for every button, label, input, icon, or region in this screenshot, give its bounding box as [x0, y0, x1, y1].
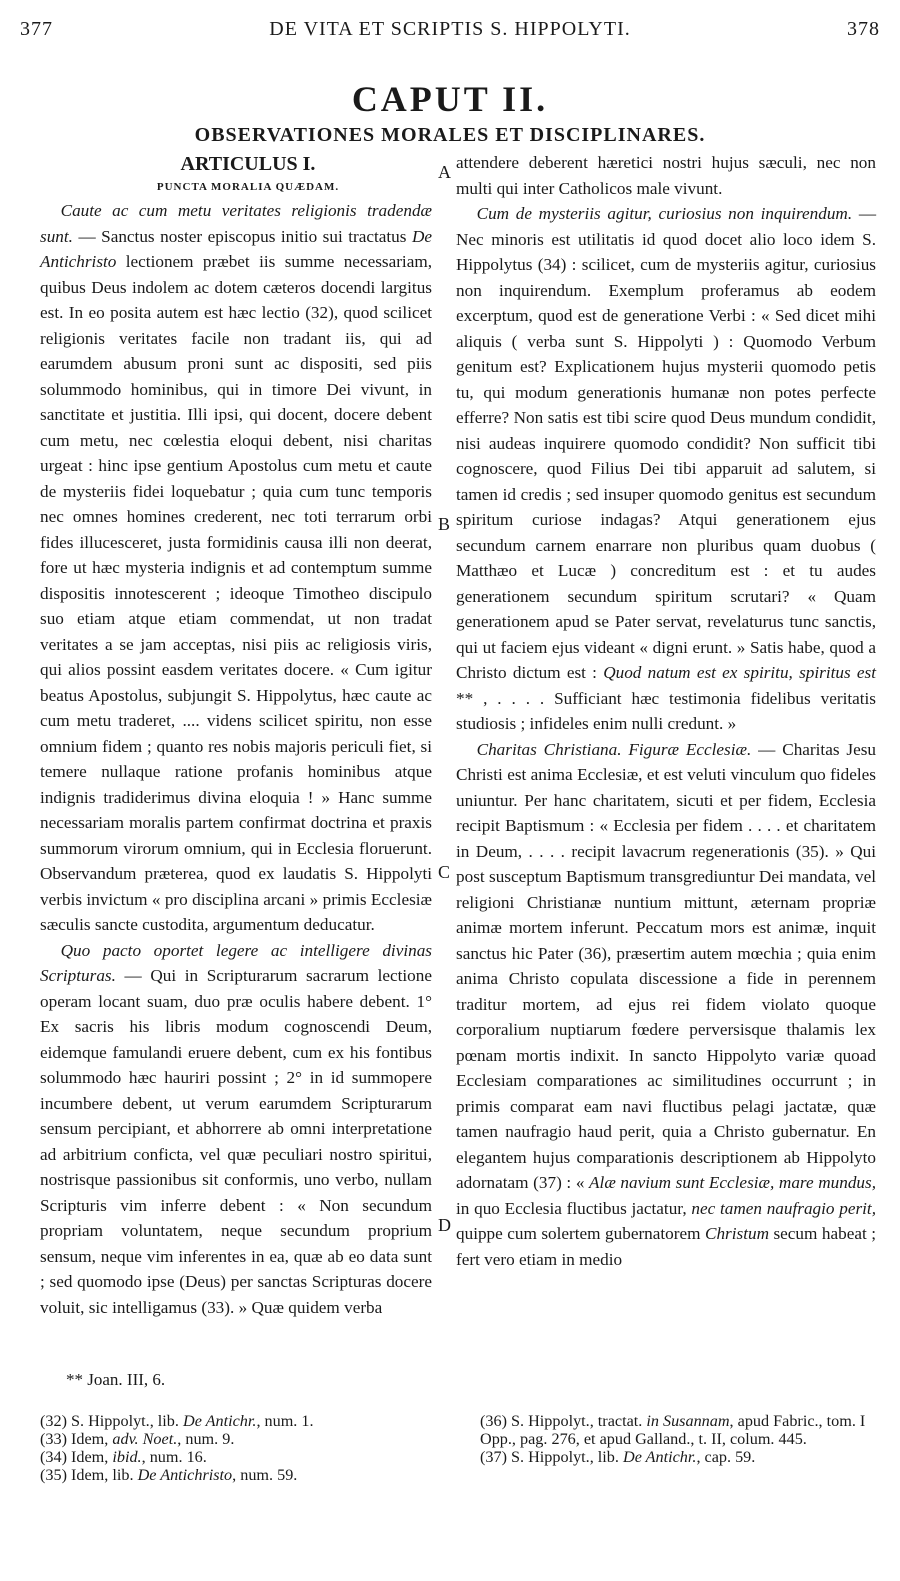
- footnote-text: , num. 59.: [232, 1466, 298, 1484]
- paragraph-heading: Caute ac cum metu veritates religionis tradendæ sunt.: [40, 201, 432, 246]
- footnote-text: (32) S. Hippolyt., lib.: [40, 1412, 183, 1430]
- quote-italic: Alæ navium sunt Ecclesiæ, mare mundus,: [589, 1173, 876, 1192]
- margin-letter-b: B: [438, 514, 451, 534]
- chapter-subtitle: OBSERVATIONES MORALES ET DISCIPLINARES.: [194, 124, 706, 146]
- paragraph-heading: Quo pacto oportet legere ac intelligere divinas Scripturas.: [40, 940, 432, 985]
- footnote-text: , cap. 59.: [696, 1448, 756, 1466]
- page-number-left: 377: [20, 18, 53, 40]
- paragraph-text: in quo Ecclesia fluctibus jactatur,: [456, 1198, 692, 1218]
- chapter-title: CAPUT II.: [351, 79, 549, 119]
- paragraph-text: — Charitas Jesu Christi est anima Ecclesiæ, et est veluti vinculum quo fideles uniuntur. Per hanc charitatem, sicuti et per fidem, Ecclesia recipit Baptismum : « Ecclesia per fidem . . . . et charitatem in Deum, . . . . recipit lavacrum regenerationis (35). » Qui post susceptum Baptismum transgrediuntur Dei mandata, vel religioni Christianæ nuntium mittunt, æternam propriæ animæ mortem inferunt. Peccatum mors est animæ, inquit sanctus hic Pater (36), præsertim autem mœchia ; quia enim anima Christo copulata discessione a fide in perennem traditur mortem, ad ejus rei fidem violato quoque corporalium nuptiarum fœdere perversisque thalamis lex pœnam mortis indixit. In sancto Hippolyto variæ quoad Ecclesiam comparationes ac similitudines occurrunt ; in primis comparat eam navi fluctibus pelagi jactatæ, quæ tamen naufragio haud perit, quia a Christo gubernatur. En elegantem hujus comparationis descriptionem ab Hippolyto adornatam (37) : «: [456, 739, 876, 1192]
- footnote-text: , num. 9.: [177, 1430, 235, 1448]
- footnote-work-title: De Antichr.: [183, 1412, 257, 1430]
- footnote: [480, 1448, 875, 1466]
- paragraph-text: lectionem præbet iis summe necessariam, quibus Deus indolem ac dotem cæteros docendi largitus est. In eo posita autem est hæc lectio (32), quod scilicet religionis veritates facile non tradant iis, qui ad earumdem abusum proni sunt ac dispositi, sed piis solummodo hominibus, qui in timore Dei vivunt, in sanctitate et justitia. Illi ipsi, qui docent, docere debent cum metu, nec cœlestia eloqui debent, nisi charitas urgeat : hinc ipse gentium Apostolus cum metu et caute de mysteriis fidei loquebatur ; quia cum tunc temporis nec omnes homines crederent, nec toti terrarum orbi fides illucesceret, justa formidinis causa illi non deerat, fore ut hæc mysteria indignis et ad contemptum summe dispositis innotescerent ; ideoque Timotheo discipulo suo etiam atque etiam commendat, ut non tradat veritates a se jam acceptas, nisi piis ac religiosis viris, qui alios possint easdem veritates docere. « Cum igitur beatus Apostolus, subjungit S. Hippolytus, hæc caute ac cum metu traderet, .... videns scilicet spiritu, non esse omnium fidem ; quanto res nobis majoris periculi fiet, si temere nullaque ratione profanis hominibus atque indignis tradiderimus divina eloquia ! » Hanc summe necessariam moralis partem confirmat doctrina et praxis summorum virorum omnium, qui in Ecclesia floruerunt. Observandum præterea, quod ex laudatis S. Hippolyti verbis invictum « pro disciplina arcani » primis Ecclesiæ sæculis sancte custodita, argumentum deducatur.: [40, 252, 432, 934]
- footnote-work-title: De Antichr.: [623, 1448, 697, 1466]
- footnote-text: (37) S. Hippolyt., lib.: [480, 1448, 623, 1466]
- footnote-text: (33) Idem,: [40, 1430, 113, 1448]
- paragraph-text: — Sanctus noster episcopus initio sui tractatus: [72, 226, 412, 246]
- margin-letter-a: A: [438, 162, 451, 182]
- footnote-work-title: adv. Noet.: [112, 1430, 178, 1448]
- work-title: De Antichristo: [40, 226, 432, 271]
- paragraph-heading: Charitas Christiana. Figuræ Ecclesiæ.: [476, 739, 752, 759]
- footnote-text: (34) Idem,: [40, 1448, 113, 1466]
- footnotes-left: [40, 1412, 432, 1484]
- bible-footnote: ** Joan. III, 6.: [66, 1370, 166, 1389]
- footnote-work-title: in Susannam: [646, 1412, 730, 1430]
- footnote: [480, 1412, 875, 1448]
- article-title: ARTICULUS I.: [180, 153, 316, 175]
- footnotes-right: [480, 1412, 875, 1466]
- footnote-work-title: ibid.: [112, 1448, 142, 1466]
- paragraph-text: , . . . . Sufficiant hæc testimonia fidelibus veritatis studiosis ; infideles enim nulli credunt. »: [456, 688, 876, 733]
- footnote-work-title: De Antichristo: [137, 1466, 233, 1484]
- paragraph-continuation: [456, 150, 876, 201]
- footnote-text: (35) Idem, lib.: [40, 1466, 138, 1484]
- footnote: [40, 1466, 432, 1484]
- paragraph-text: secum habeat ; fert vero etiam in medio: [456, 1224, 876, 1269]
- paragraph-text: — Qui in Scripturarum sacrarum lectione operam locant suam, duo præ oculis habere debent. 1° Ex sacris his libris modum cognoscendi Deum, eidemque famulandi eruere debent, cum ex his fontibus solummodo hæc hauriri possint ; 2° in id summopere incumbere debent, ut verum earumdem Scripturarum sensum percipiant, et abhorrere ab omni interpretatione ad arbitrium conficta, vel quæ peculiari nostro spiritui, nostrisque passionibus sit conformis, uno verbo, nullam Scripturis vim inferre debent : « Non secundum propriam voluntatem, neque secundum proprium sensum, neque vim inferentes in ea, quæ ab eo data sunt ; sed quomodo ipse (Deus) per sanctas Scripturas docere voluit, sic intelligamus (33). » Quæ quidem verba: [40, 966, 432, 1317]
- footnote-text: , num. 16.: [141, 1448, 207, 1466]
- quote-italic: nec tamen naufragio perit,: [691, 1198, 876, 1218]
- paragraph-text: quippe cum solertem gubernatorem: [456, 1224, 705, 1243]
- running-title: DE VITA ET SCRIPTIS S. HIPPOLYTI.: [269, 18, 631, 40]
- paragraph-heading: Cum de mysteriis agitur, curiosius non inquirendum.: [476, 204, 853, 223]
- page-number-right: 378: [847, 18, 880, 40]
- paragraph-mysteriis: [456, 201, 876, 737]
- article-subtitle: PUNCTA MORALIA QUÆDAM.: [156, 181, 340, 193]
- paragraph-charitas: [456, 737, 876, 1273]
- scripture-quote: Quod natum est ex spiritu, spiritus est: [603, 663, 877, 682]
- left-column: [40, 150, 432, 1320]
- paragraph-caute: [40, 198, 432, 938]
- margin-letter-c: C: [438, 862, 451, 882]
- quote-italic: Christum: [704, 1224, 769, 1243]
- right-column: [456, 150, 876, 1272]
- margin-letter-d: D: [438, 1215, 451, 1235]
- footnote-mark: **: [456, 688, 474, 708]
- footnote-text: (36) S. Hippolyt., tractat.: [480, 1412, 647, 1430]
- paragraph-text: — Nec minoris est utilitatis id quod docet alio loco idem S. Hippolytus (34) : scilicet, cum de mysteriis agitur, curiosius non inquirendum. Exemplum proferamus ab eodem excerptum, quod est de generatione Verbi : « Sed dicet mihi aliquis ( verba sunt S. Hippolyti ) : Quomodo Verbum genitum est? Explicationem hujus mysterii quomodo petis tu, qui modum generationis humanæ non potes perfecte efferre? Non satis est tibi scire quod Deus mundum condidit, nisi audeas inquirere quomodo condidit? Non sufficit tibi cognoscere, quod Filius Dei tibi apparuit ad salutem, si tamen id credis ; sed insuper quomodo genitus est secundum spiritum curiose indagas? Atqui generationem ejus secundum carnem enarrare non pluribus quam duobus ( Matthæo et Lucæ ) concreditum est : et tu audes generationem secundum spiritum scrutari? « Quam generationem apud se Pater servat, revelaturus tunc sanctis, qui ut faciem ejus videant « digni erunt. » Satis habe, quod a Christo dictum est :: [456, 204, 876, 682]
- footnote: [40, 1448, 432, 1466]
- running-header: [20, 18, 880, 48]
- footnote: [40, 1412, 432, 1430]
- footnote-text: , apud Fabric., tom. I Opp., pag. 276, et apud Galland., t. II, colum. 445.: [480, 1412, 866, 1448]
- paragraph-quo-pacto: [40, 938, 432, 1321]
- paragraph-text: attendere deberent hæretici nostri hujus sæculi, nec non multi qui inter Catholicos male vivunt.: [456, 153, 876, 198]
- footnote: [40, 1430, 432, 1448]
- footnote-text: , num. 1.: [256, 1412, 314, 1430]
